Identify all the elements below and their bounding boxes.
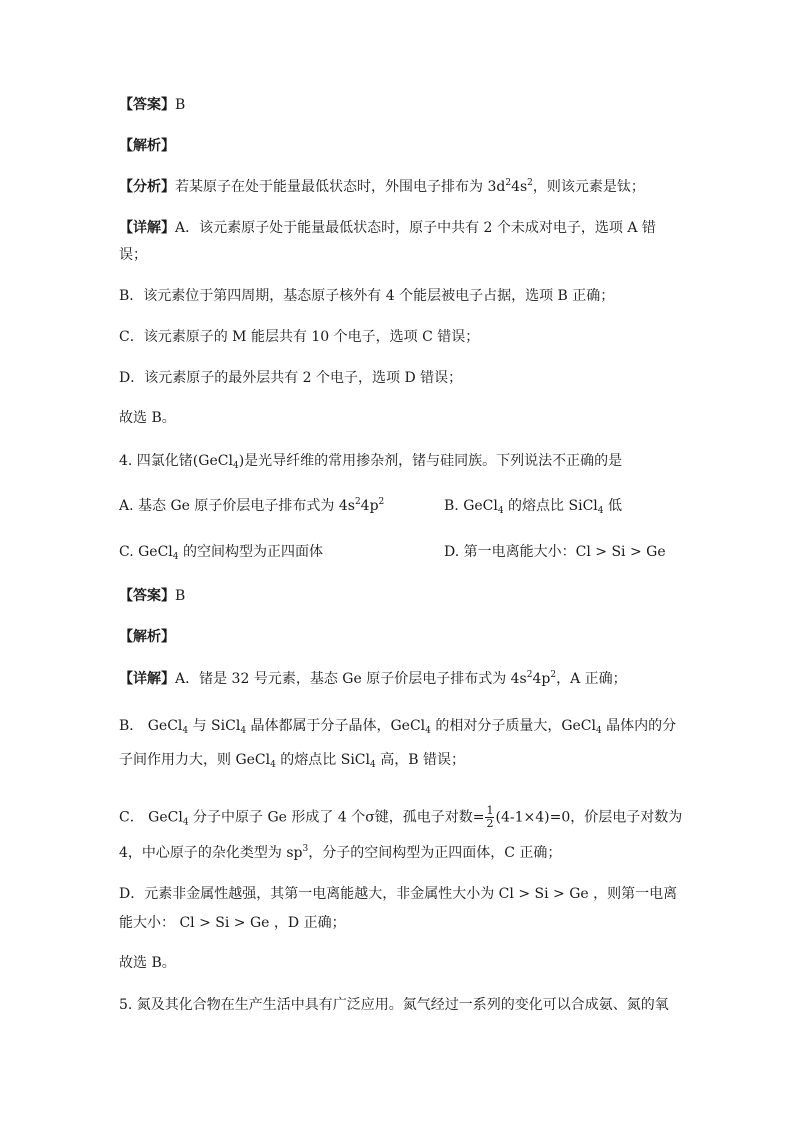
detail2-a-sup2: 2 xyxy=(550,670,557,680)
q4-option-d xyxy=(444,542,666,562)
detail2-a-sup1: 2 xyxy=(526,670,533,680)
q4-option-b-sub2: 4 xyxy=(597,506,604,516)
answer-tag: 【答案】 xyxy=(119,97,175,113)
q4-option-b-mid: 的熔点比 SiCl xyxy=(503,498,598,514)
answer-value: B xyxy=(175,97,186,113)
q5-stem-text: 5. 氮及其化合物在生产生活中具有广泛应用。氮气经过一系列的变化可以合成氨、氮的氧 xyxy=(119,997,669,1013)
detail2-b-line-1 xyxy=(119,716,676,736)
fenxi-sup-2: 2 xyxy=(527,178,533,188)
detail2-b-s1: 4 xyxy=(182,726,189,736)
answer-line-2 xyxy=(119,586,185,606)
q4-stem-b: )是光导纤维的常用掺杂剂，锗与硅同族。下列说法不正确的是 xyxy=(238,453,623,469)
q4-option-d-label: D. xyxy=(444,544,460,560)
detail2-a-line xyxy=(119,669,627,689)
detail2-a-text: A．锗是 32 号元素，基态 Ge 原子价层电子排布式为 4s xyxy=(175,671,527,687)
q4-option-a-sup2: 2 xyxy=(378,497,385,507)
detail2-b2-s1: 4 xyxy=(270,760,276,770)
fenxi-text-b: 4s xyxy=(511,179,528,195)
detail2-d-text-1: D．元素非金属性越强，其第一电离能越大，非金属性大小为 Cl > Si > Ge ，则第一电离 xyxy=(119,886,678,902)
fenxi-text-a: 若某原子在处于能量最低状态时，外围电子排布为 3d xyxy=(175,179,506,195)
detail2-b-line-2 xyxy=(119,750,465,770)
detail-a-line-1 xyxy=(119,218,656,238)
q4-option-d-text: 第一电离能大小：Cl > Si > Ge xyxy=(463,544,666,560)
q4-stem-formula: GeCl xyxy=(198,453,233,469)
detail2-c2-a: 4，中心原子的杂化类型为 sp xyxy=(119,845,303,861)
detail2-b-b: 与 SiCl xyxy=(188,718,241,734)
q4-option-a-mid: 4p xyxy=(360,498,379,514)
analysis-tag-2: 【解析】 xyxy=(119,629,175,645)
detail2-b-e: 晶体内的分 xyxy=(601,718,677,734)
q4-option-c-formula: GeCl xyxy=(138,544,173,560)
fenxi-line xyxy=(119,177,645,197)
detail-tag: 【详解】 xyxy=(119,220,175,236)
detail2-c-line-2 xyxy=(119,843,561,863)
analysis-heading-2 xyxy=(119,627,175,647)
q4-stem-a: 4. 四氯化锗( xyxy=(119,453,199,469)
q4-option-c-text: 的空间构型为正四面体 xyxy=(178,544,323,560)
fenxi-sup-1: 2 xyxy=(505,178,512,188)
q4-option-b xyxy=(444,496,622,516)
q4-option-b-formula: GeCl xyxy=(463,498,498,514)
conclusion-text: 故选 B。 xyxy=(119,410,176,426)
detail2-c2-b: ，分子的空间构型为正四面体，C 正确； xyxy=(308,845,562,861)
q4-option-b-sub1: 4 xyxy=(497,506,504,516)
detail2-c2-sup: 3 xyxy=(302,844,309,854)
detail-a-text: A．该元素原子处于能量最低状态时，原子中共有 2 个未成对电子，选项 A 错 xyxy=(175,220,656,236)
answer-value-2: B xyxy=(175,588,186,604)
detail-c-text: C．该元素原子的 M 能层共有 10 个电子，选项 C 错误； xyxy=(119,329,480,345)
detail2-c-line-1 xyxy=(119,805,682,830)
detail-tag-2: 【详解】 xyxy=(119,671,175,687)
detail2-b-s2: 4 xyxy=(240,726,247,736)
detail2-a-mid: 4p xyxy=(532,671,551,687)
detail2-c-a: C． GeCl xyxy=(119,809,183,826)
q4-option-b-label: B. xyxy=(444,498,459,514)
conclusion-line-2 xyxy=(119,953,176,973)
detail2-b2-a: 子间作用力大，则 GeCl xyxy=(119,752,271,768)
conclusion-line-1 xyxy=(119,408,176,428)
fraction-numerator: 1 xyxy=(486,804,494,817)
q4-option-a xyxy=(119,496,384,516)
analysis-tag: 【解析】 xyxy=(119,138,175,154)
detail2-d-text-2: 能大小： Cl > Si > Ge ，D 正确； xyxy=(119,915,346,931)
conclusion-text-2: 故选 B。 xyxy=(119,955,176,971)
q4-option-a-sup1: 2 xyxy=(354,497,361,507)
q4-option-c-sub: 4 xyxy=(172,552,179,562)
fraction-one-half xyxy=(485,805,494,830)
detail-c-line xyxy=(119,327,479,347)
answer-line-1 xyxy=(119,95,185,115)
q4-option-c-label: C. xyxy=(119,544,134,560)
analysis-heading-1 xyxy=(119,136,175,156)
question-4-stem xyxy=(119,451,622,471)
answer-tag-2: 【答案】 xyxy=(119,588,175,604)
q4-option-a-label: A. xyxy=(119,498,134,514)
detail-a-line-2 xyxy=(119,245,147,265)
detail-b-line xyxy=(119,286,614,306)
detail-a-text-2: 误； xyxy=(119,247,147,263)
detail2-b-s3: 4 xyxy=(425,726,431,736)
detail2-b2-s2: 4 xyxy=(370,760,376,770)
detail2-d-line-1 xyxy=(119,884,677,904)
fraction-denominator: 2 xyxy=(486,817,494,830)
detail-d-line xyxy=(119,368,462,388)
q4-option-a-text: 基态 Ge 原子价层电子排布式为 4s xyxy=(138,498,355,514)
detail2-b2-b: 的熔点比 SiCl xyxy=(275,752,371,768)
question-5-stem xyxy=(119,995,669,1015)
detail2-b-d: 的相对分子质量大，GeCl xyxy=(430,718,596,734)
detail2-b-s4: 4 xyxy=(596,726,602,736)
detail2-c-c: (4-1×4)=0，价层电子对数为 xyxy=(495,809,683,826)
detail2-c-s1: 4 xyxy=(182,817,189,828)
detail-d-text: D．该元素原子的最外层共有 2 个电子，选项 D 错误； xyxy=(119,370,463,386)
detail2-c-b: 分子中原子 Ge 形成了 4 个σ键，孤电子对数= xyxy=(188,809,485,826)
detail2-b2-c: 高，B 错误； xyxy=(375,752,465,768)
detail2-d-line-2 xyxy=(119,913,346,933)
detail2-a-end: ，A 正确； xyxy=(556,671,627,687)
detail-b-text: B．该元素位于第四周期，基态原子核外有 4 个能层被电子占据，选项 B 正确； xyxy=(119,288,615,304)
detail2-b-a: B． GeCl xyxy=(119,718,183,734)
fenxi-text-c: ，则该元素是钛； xyxy=(532,179,645,195)
fenxi-tag: 【分析】 xyxy=(119,179,175,195)
q4-stem-sub: 4 xyxy=(232,461,239,471)
q4-option-c xyxy=(119,542,323,562)
q4-option-b-end: 低 xyxy=(603,498,622,514)
detail2-b-c: 晶体都属于分子晶体，GeCl xyxy=(246,718,426,734)
